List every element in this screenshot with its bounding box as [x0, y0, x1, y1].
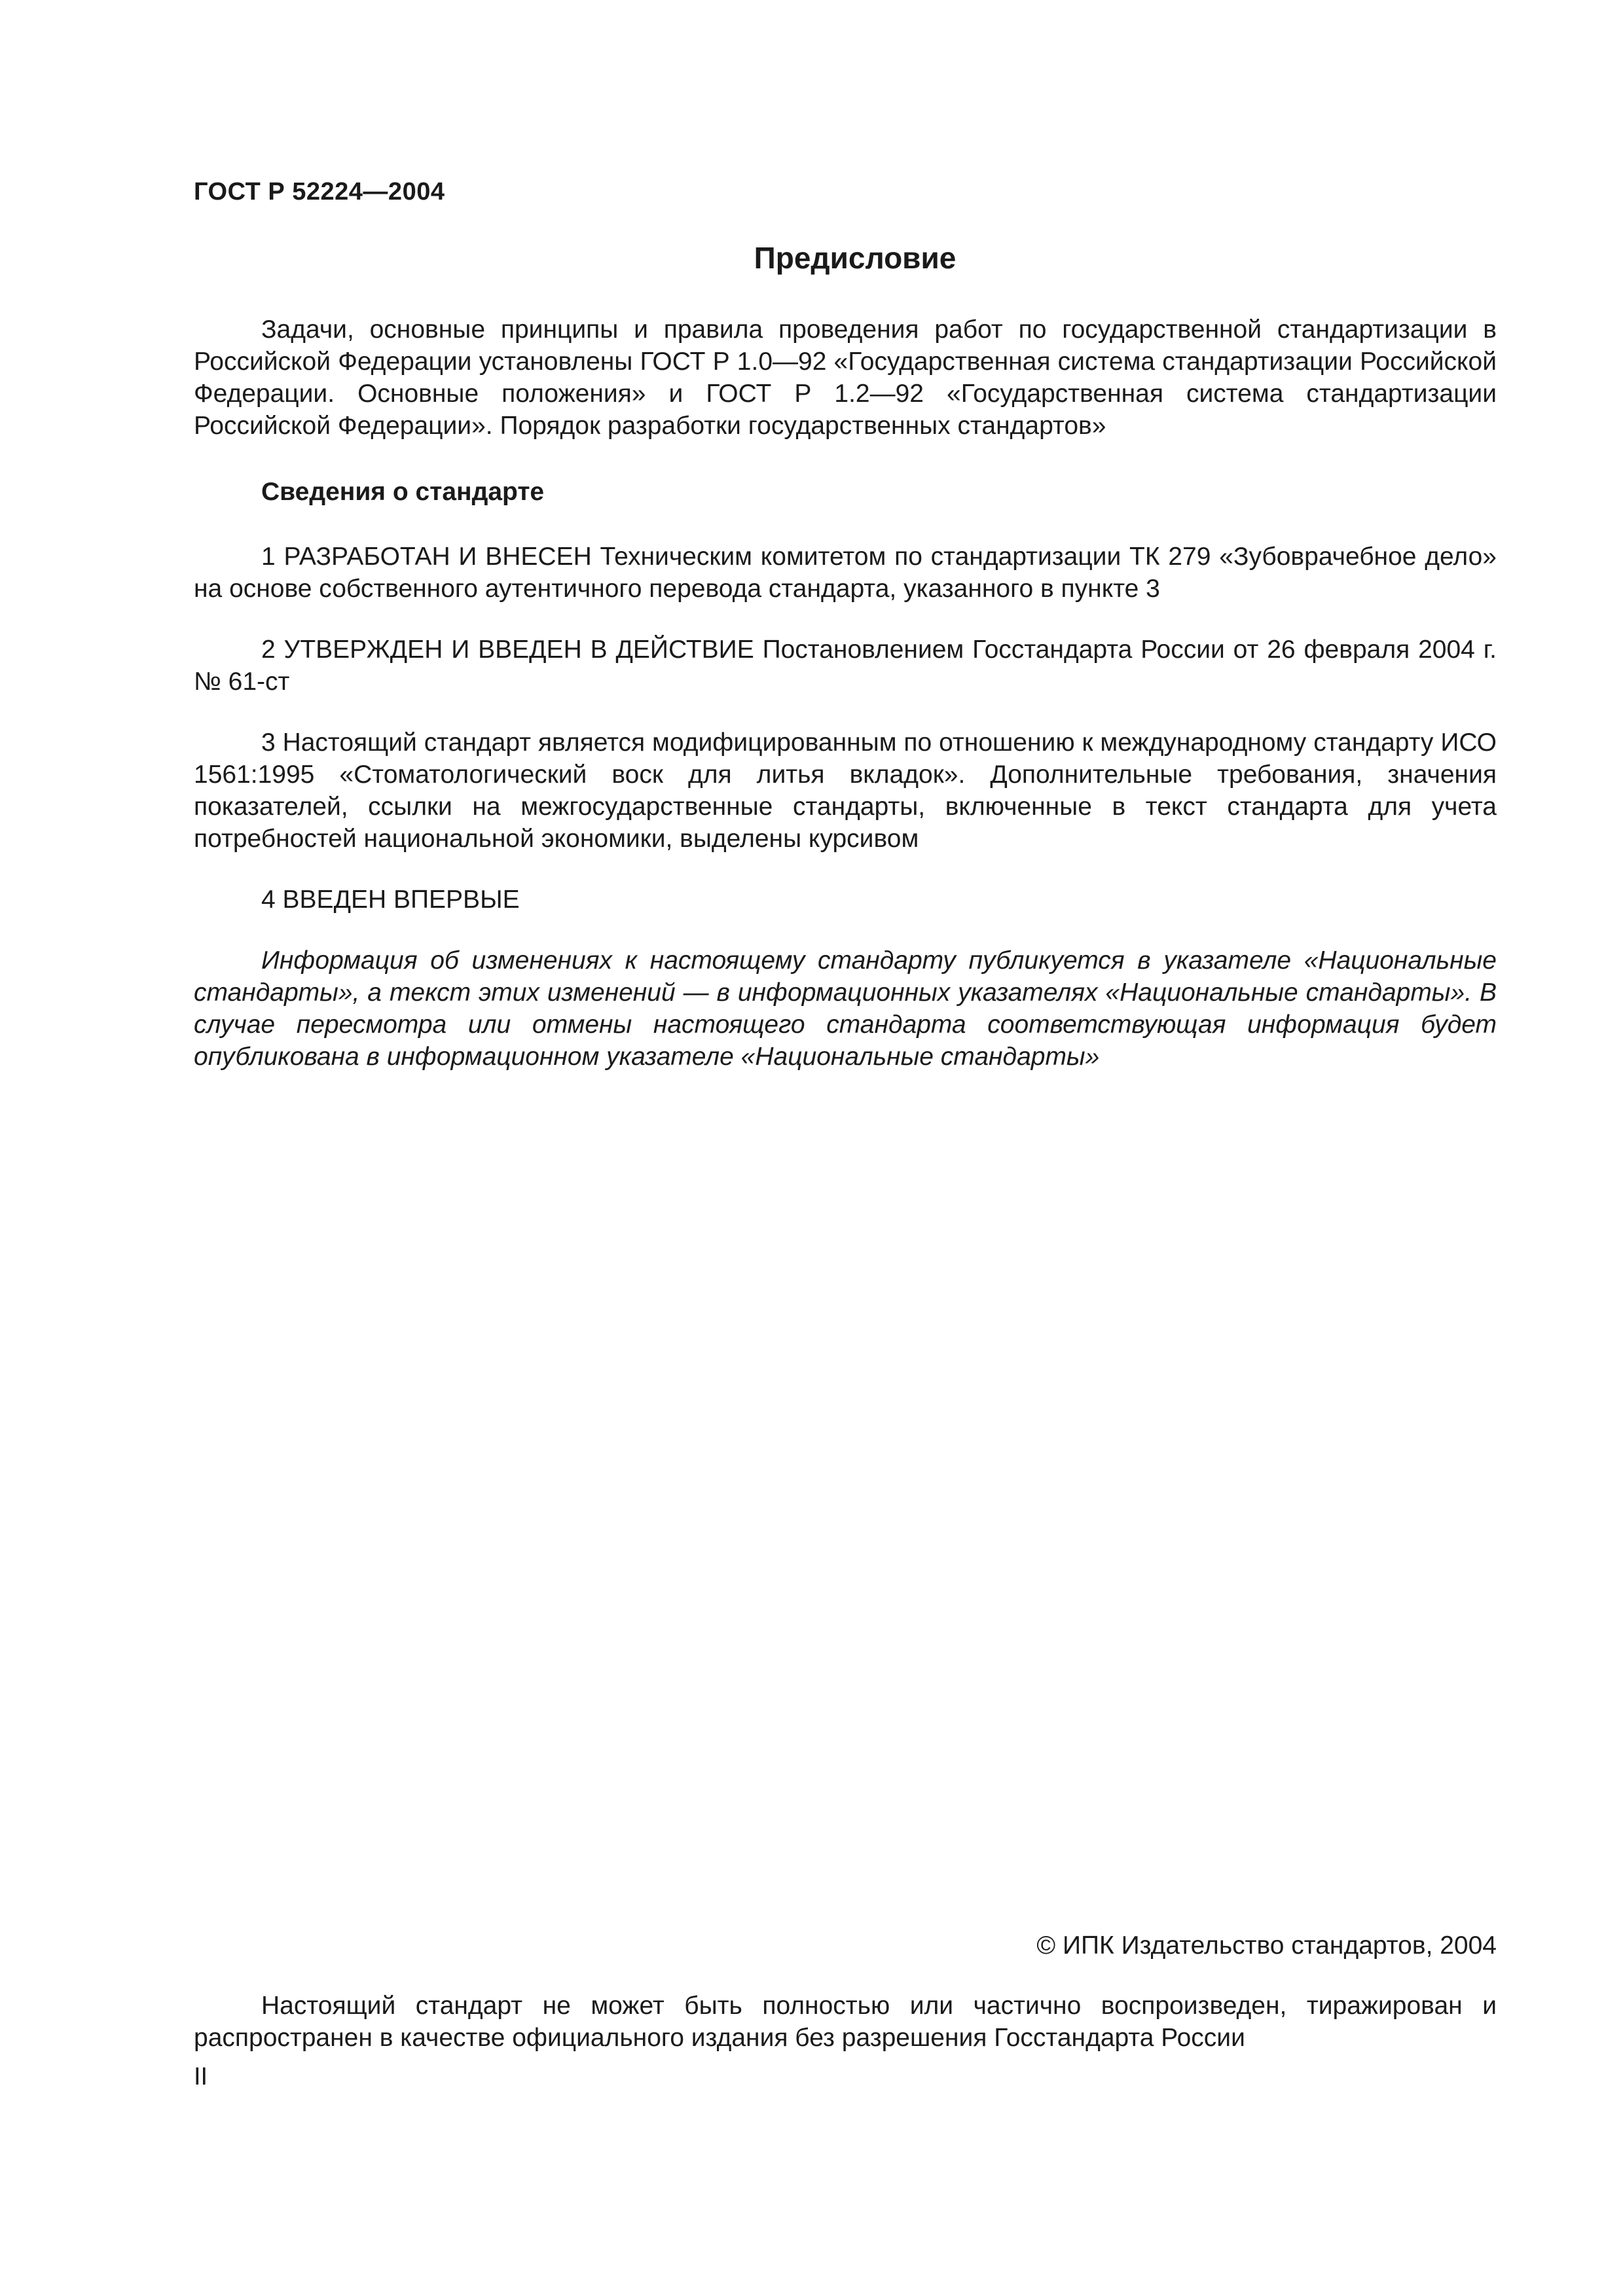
info-item-2: 2 УТВЕРЖДЕН И ВВЕДЕН В ДЕЙСТВИЕ Постановлением Госстандарта России от 26 февраля 2004 г. № 61-ст: [194, 636, 1497, 696]
copyright-line: © ИПК Издательство стандартов, 2004: [1036, 1931, 1497, 1960]
info-item-3: 3 Настоящий стандарт является модифицированным по отношению к международному стандарту ИСО 1561:1995 «Стоматологический воск для литья вкладок». Дополнительные требования, значения показателей, ссылки на межгосударственные стандарты, включенные в текст стандарта для учета потребностей национальной экономики, выделены курсивом: [194, 728, 1497, 853]
standard-info-heading: Сведения о стандарте: [261, 478, 545, 506]
page-number: II: [194, 2063, 208, 2090]
intro-paragraph: Задачи, основные принципы и правила проведения работ по государственной стандартизации в Российской Федерации установлены ГОСТ Р 1.0—92 «Государственная система стандартизации Российской Федерации. Основные положения» и ГОСТ Р 1.2—92 «Государственная система стандартизации Российской Федерации». Порядок разработки государственных стандартов»: [194, 315, 1497, 440]
reproduction-notice: Настоящий стандарт не может быть полностью или частично воспроизведен, тиражирован и распространен в качестве официального издания без разрешения Госстандарта России: [194, 1992, 1497, 2052]
amendments-info-paragraph: Информация об изменениях к настоящему стандарту публикуется в указателе «Национальные стандарты», а текст этих изменений — в информационных указателях «Национальные стандарты». В случае пересмотра или отмены настоящего стандарта соответствующая информация будет опубликована в информационном указателе «Национальные стандарты»: [194, 946, 1497, 1071]
page-title: Предисловие: [754, 241, 957, 275]
info-item-4: 4 ВВЕДЕН ВПЕРВЫЕ: [261, 886, 520, 914]
foreword-section: [194, 242, 1497, 1102]
info-item-1: 1 РАЗРАБОТАН И ВНЕСЕН Техническим комитетом по стандартизации ТК 279 «Зубоврачебное дело» на основе собственного аутентичного перевода стандарта, указанного в пункте 3: [194, 543, 1497, 603]
document-id-header: ГОСТ Р 52224—2004: [194, 178, 445, 206]
